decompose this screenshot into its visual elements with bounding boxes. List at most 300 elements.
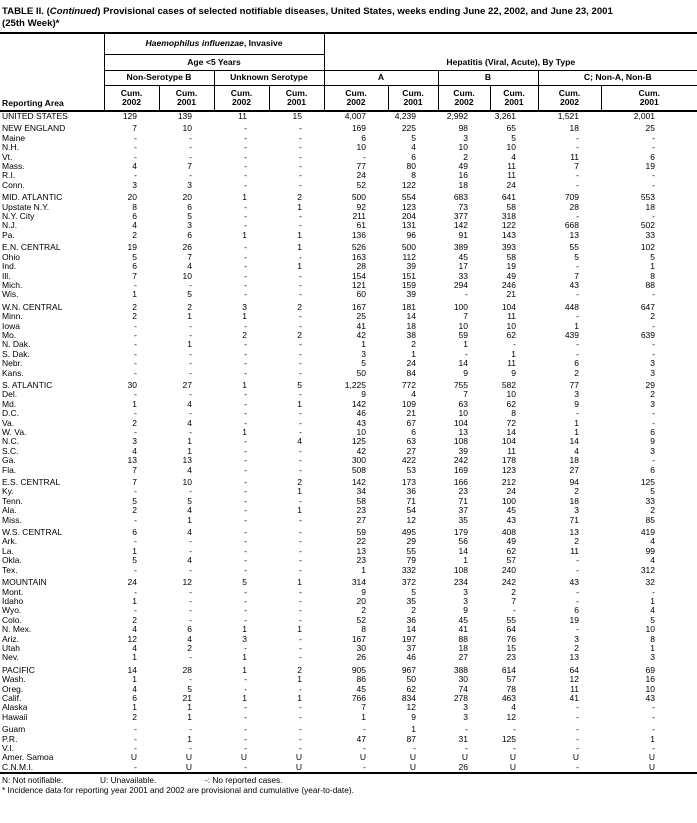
cell: 5 xyxy=(242,577,247,588)
table-body xyxy=(0,111,697,773)
cell: - xyxy=(244,270,247,281)
cell: 45 xyxy=(458,614,469,625)
cell: 2 xyxy=(650,389,656,400)
table-row xyxy=(0,437,697,446)
cell: 647 xyxy=(640,301,656,312)
cell: 4 xyxy=(132,624,137,635)
cell: 10 xyxy=(356,427,367,437)
cell: - xyxy=(652,417,656,428)
cell: - xyxy=(299,170,303,181)
table-row xyxy=(0,272,697,281)
cell: 84 xyxy=(406,367,417,378)
row-label: V.I. xyxy=(2,743,14,753)
cell: 1 xyxy=(361,711,367,722)
cell: 4 xyxy=(650,605,656,616)
cell: 16 xyxy=(458,170,469,181)
cell: 37 xyxy=(406,642,417,653)
cell: - xyxy=(134,586,137,597)
cell: - xyxy=(576,564,580,575)
table-row xyxy=(0,231,697,240)
cell: 8 xyxy=(650,633,656,644)
cell: - xyxy=(189,595,192,606)
cell: 6 xyxy=(132,261,137,272)
cell: - xyxy=(189,170,192,181)
cell: 500 xyxy=(401,242,417,253)
col-subgroup-non-serotype-b: Non-Serotype B xyxy=(104,71,214,86)
table-row xyxy=(0,369,697,378)
cell: - xyxy=(189,536,192,547)
cell: 129 xyxy=(122,111,137,121)
cell: 62 xyxy=(506,398,517,409)
cell: - xyxy=(189,358,192,369)
cell: 27 xyxy=(458,652,469,663)
cell: 41 xyxy=(569,692,580,703)
cell: - xyxy=(134,320,137,331)
row-label: UNITED STATES xyxy=(2,111,68,121)
cell: 20 xyxy=(127,192,137,203)
cell: 43 xyxy=(645,692,656,703)
cell: - xyxy=(244,674,247,685)
row-label: Kans. xyxy=(2,367,24,378)
row-label: Ga. xyxy=(2,455,16,466)
cell: - xyxy=(244,545,247,556)
cell: U xyxy=(185,752,192,763)
table-row xyxy=(0,381,697,390)
cell: 242 xyxy=(453,455,469,466)
cell: 495 xyxy=(401,527,417,538)
cell: - xyxy=(413,743,417,753)
cell: 13 xyxy=(182,455,192,466)
cell: - xyxy=(244,170,247,181)
cell: 14 xyxy=(406,624,417,635)
cell: 5 xyxy=(132,495,137,506)
table-row xyxy=(0,340,697,349)
cell: - xyxy=(244,505,247,516)
cell: - xyxy=(134,486,137,497)
cell: - xyxy=(244,220,247,231)
cell: - xyxy=(189,389,192,400)
cell: - xyxy=(576,339,580,350)
cell: 1 xyxy=(361,339,367,350)
cell: 2 xyxy=(574,367,580,378)
cell: 104 xyxy=(501,436,517,447)
cell: - xyxy=(652,132,656,143)
cell: 58 xyxy=(506,251,517,262)
cell: 1 xyxy=(297,486,303,497)
col-subgroup-age: Age <5 Years xyxy=(104,55,324,71)
cell: - xyxy=(299,417,303,428)
cell: 56 xyxy=(458,536,469,547)
cell: 19 xyxy=(506,261,517,272)
cell: 1 xyxy=(297,577,303,588)
cell: 2 xyxy=(297,329,303,340)
cell: 7 xyxy=(574,270,580,281)
cell: 2 xyxy=(187,642,192,653)
cell: 109 xyxy=(401,398,417,409)
cell: - xyxy=(189,743,192,753)
cell: 1 xyxy=(132,398,137,409)
cell: 22 xyxy=(356,536,367,547)
cell: 98 xyxy=(458,123,469,134)
cell: - xyxy=(576,211,580,222)
cell: - xyxy=(244,132,247,143)
title-week: (25th Week)* xyxy=(2,17,60,29)
row-label: Fla. xyxy=(2,464,17,475)
table-row xyxy=(0,516,697,525)
cell: - xyxy=(299,179,303,190)
footnote-not-notifiable: N: Not notifiable. xyxy=(2,775,64,786)
col-subgroup-unknown-serotype: Unknown Serotype xyxy=(214,71,324,86)
cell: 8 xyxy=(411,170,417,181)
cell: 668 xyxy=(564,220,580,231)
cell: 1 xyxy=(187,733,192,744)
cell: 4,239 xyxy=(394,111,417,121)
cell: 5 xyxy=(132,555,137,566)
cell: - xyxy=(104,763,159,773)
cell: 58 xyxy=(356,495,367,506)
row-label: E.N. CENTRAL xyxy=(2,242,61,253)
cell: - xyxy=(299,311,303,322)
cell: 65 xyxy=(506,123,517,134)
cell: - xyxy=(299,527,303,538)
cell: 2,001 xyxy=(633,111,656,121)
cell: - xyxy=(189,652,192,663)
table-row xyxy=(0,456,697,465)
cell: 10 xyxy=(458,142,469,153)
cell: - xyxy=(299,455,303,466)
table-row xyxy=(0,262,697,271)
cell: 18 xyxy=(569,455,580,466)
cell: 43 xyxy=(506,514,517,525)
table-row xyxy=(0,675,697,684)
cell: - xyxy=(134,348,137,359)
cell: 419 xyxy=(640,527,656,538)
cell: 4 xyxy=(187,261,192,272)
cell: 246 xyxy=(501,279,517,290)
cell: 63 xyxy=(458,398,469,409)
cell: 6 xyxy=(650,427,656,437)
cell: 13 xyxy=(569,527,580,538)
cell: 3 xyxy=(132,436,137,447)
cell: 59 xyxy=(458,329,469,340)
cell: - xyxy=(244,642,247,653)
cell: 2 xyxy=(650,311,656,322)
cell: 167 xyxy=(351,301,367,312)
cell: 4 xyxy=(132,642,137,653)
cell: - xyxy=(134,339,137,350)
cell: 1 xyxy=(187,436,192,447)
cell: 7 xyxy=(463,389,469,400)
row-label: Upstate N.Y. xyxy=(2,201,50,212)
cell: 5 xyxy=(187,289,192,300)
table-row xyxy=(0,616,697,625)
table-row xyxy=(0,635,697,644)
row-label: E.S. CENTRAL xyxy=(2,477,61,488)
cell: 10 xyxy=(182,477,192,488)
cell: 23 xyxy=(458,486,469,497)
cell: 463 xyxy=(501,692,517,703)
cell: - xyxy=(244,408,247,419)
cell: 5 xyxy=(187,683,192,694)
cell: - xyxy=(244,279,247,290)
cell: 11 xyxy=(507,358,517,369)
cell: 45 xyxy=(458,251,469,262)
cell: 102 xyxy=(640,242,656,253)
col-header-cum-2002-6: Cum. 2002 xyxy=(438,86,490,112)
cell: 55 xyxy=(569,242,580,253)
cell: 122 xyxy=(501,220,517,231)
cell: - xyxy=(363,151,367,162)
cell: - xyxy=(299,586,303,597)
cell: - xyxy=(299,358,303,369)
table-row xyxy=(0,597,697,606)
cell: 582 xyxy=(501,379,517,390)
cell: U xyxy=(648,752,656,763)
cell: 683 xyxy=(453,192,469,203)
cell: - xyxy=(189,279,192,290)
cell: 10 xyxy=(356,142,367,153)
table-row xyxy=(0,143,697,152)
cell: 59 xyxy=(356,527,367,538)
cell: - xyxy=(244,445,247,456)
cell: 12 xyxy=(506,711,517,722)
cell: 3 xyxy=(650,445,656,456)
cell: - xyxy=(299,605,303,616)
cell: 1 xyxy=(650,642,656,653)
cell: - xyxy=(576,261,580,272)
cell: U xyxy=(130,752,137,763)
haemophilus-rest: , Invasive xyxy=(243,38,283,49)
cell: 16 xyxy=(645,674,656,685)
cell: 4 xyxy=(187,633,192,644)
cell: - xyxy=(134,564,137,575)
table-row xyxy=(0,171,697,180)
cell: 77 xyxy=(356,161,367,172)
cell: 1 xyxy=(242,379,247,390)
cell: - xyxy=(652,408,656,419)
cell: 24 xyxy=(506,486,517,497)
cell: - xyxy=(244,683,247,694)
row-label: Ky. xyxy=(2,486,14,497)
cell: - xyxy=(189,486,192,497)
cell: 5 xyxy=(511,132,517,143)
table-row xyxy=(0,162,697,171)
cell: 6 xyxy=(650,151,656,162)
cell: 2 xyxy=(132,301,137,312)
cell: 23 xyxy=(506,652,517,663)
cell: 125 xyxy=(351,436,367,447)
cell: 2 xyxy=(463,151,469,162)
cell: 2 xyxy=(132,311,137,322)
cell: 27 xyxy=(406,445,417,456)
table-row xyxy=(0,203,697,212)
cell: 4,007 xyxy=(344,111,367,121)
cell: 13 xyxy=(127,455,137,466)
cell: - xyxy=(134,514,137,525)
haemophilus-italic: Haemophilus influenzae xyxy=(145,38,244,49)
cell: 9 xyxy=(463,367,469,378)
cell: 3 xyxy=(650,367,656,378)
cell: 18 xyxy=(569,495,580,506)
cell: 173 xyxy=(401,477,417,488)
cell: - xyxy=(134,279,137,290)
cell: 58 xyxy=(506,201,517,212)
cell: 20 xyxy=(356,595,367,606)
cell: U xyxy=(509,752,517,763)
cell: 57 xyxy=(506,555,517,566)
cell: - xyxy=(465,743,469,753)
cell: 42 xyxy=(356,329,367,340)
table-row xyxy=(0,193,697,202)
cell: - xyxy=(576,743,580,753)
cell: - xyxy=(244,436,247,447)
cell: 24 xyxy=(127,577,137,588)
cell: 30 xyxy=(127,379,137,390)
cell: 78 xyxy=(506,683,517,694)
cell: 77 xyxy=(569,379,580,390)
cell: 14 xyxy=(506,427,517,437)
row-label: Vt. xyxy=(2,151,13,162)
cell: 142 xyxy=(351,477,367,488)
row-label: Alaska xyxy=(2,702,28,713)
cell: U xyxy=(295,752,303,763)
cell: 4 xyxy=(574,445,580,456)
cell: 4 xyxy=(187,417,192,428)
table-row xyxy=(0,111,697,121)
cell: - xyxy=(189,320,192,331)
cell: 39 xyxy=(406,261,417,272)
row-label: Tex. xyxy=(2,564,18,575)
cell: - xyxy=(576,179,580,190)
table-row xyxy=(0,428,697,437)
cell: - xyxy=(244,142,247,153)
row-label: W.S. CENTRAL xyxy=(2,527,62,538)
cell: - xyxy=(576,595,580,606)
row-label: MOUNTAIN xyxy=(2,577,47,588)
cell: - xyxy=(299,633,303,644)
cell: 1 xyxy=(242,229,247,240)
cell: - xyxy=(244,614,247,625)
cell: 28 xyxy=(356,261,367,272)
cell: - xyxy=(244,702,247,713)
cell: U xyxy=(490,763,538,773)
cell: 1 xyxy=(297,242,303,253)
table-row xyxy=(0,497,697,506)
cell: 35 xyxy=(458,514,469,525)
cell: - xyxy=(324,763,388,773)
cell: 2 xyxy=(297,301,303,312)
cell: 502 xyxy=(640,220,656,231)
cell: 2 xyxy=(132,417,137,428)
cell: 62 xyxy=(506,545,517,556)
cell: 240 xyxy=(501,564,517,575)
title-prefix: TABLE II. ( xyxy=(2,6,50,17)
cell: 242 xyxy=(501,577,517,588)
table-row xyxy=(0,703,697,712)
row-label: N.Y. City xyxy=(2,211,35,222)
cell: 96 xyxy=(406,229,417,240)
cell: 108 xyxy=(453,564,469,575)
table-row xyxy=(0,644,697,653)
cell: - xyxy=(652,586,656,597)
cell: 55 xyxy=(506,614,517,625)
cell: 108 xyxy=(453,436,469,447)
cell: - xyxy=(134,329,137,340)
cell: 1 xyxy=(187,711,192,722)
row-label: Ariz. xyxy=(2,633,19,644)
cell: 4 xyxy=(650,555,656,566)
table-row xyxy=(0,725,697,734)
cell: 7 xyxy=(132,270,137,281)
cell: 772 xyxy=(401,379,417,390)
cell: - xyxy=(299,220,303,231)
cell: - xyxy=(513,724,517,735)
cell: 294 xyxy=(453,279,469,290)
row-label: Mass. xyxy=(2,161,25,172)
row-label: Va. xyxy=(2,417,15,428)
cell: - xyxy=(244,179,247,190)
cell: 12 xyxy=(406,702,417,713)
row-label: Miss. xyxy=(2,514,22,525)
col-subgroup-hep-b: B xyxy=(438,71,538,86)
cell: 10 xyxy=(458,408,469,419)
cell: 37 xyxy=(458,505,469,516)
cell: - xyxy=(134,427,137,437)
row-label: Idaho xyxy=(2,595,24,606)
cell: 211 xyxy=(352,211,367,222)
table-row xyxy=(0,409,697,418)
cell: U xyxy=(159,763,214,773)
cell: 69 xyxy=(645,664,656,675)
col-group-haemophilus xyxy=(104,33,324,55)
cell: - xyxy=(244,398,247,409)
cell: 4 xyxy=(511,151,517,162)
cell: 314 xyxy=(351,577,367,588)
cell: 49 xyxy=(506,270,517,281)
table-row xyxy=(0,566,697,575)
cell: - xyxy=(134,367,137,378)
cell: 3 xyxy=(650,398,656,409)
cell: - xyxy=(299,464,303,475)
table-row xyxy=(0,537,697,546)
cell: 139 xyxy=(177,111,192,121)
cell: 11 xyxy=(507,445,517,456)
row-label: La. xyxy=(2,545,14,556)
cell: 142 xyxy=(351,398,367,409)
cell: 31 xyxy=(458,733,469,744)
row-label: MID. ATLANTIC xyxy=(2,192,63,203)
cell: 67 xyxy=(406,417,417,428)
cell: - xyxy=(299,151,303,162)
cell: 26 xyxy=(356,652,367,663)
cell: 61 xyxy=(356,220,367,231)
cell: 12 xyxy=(406,514,417,525)
cell: 39 xyxy=(406,289,417,300)
cell: - xyxy=(299,320,303,331)
cell: 905 xyxy=(351,664,367,675)
cell: 6 xyxy=(411,427,417,437)
cell: 4 xyxy=(132,683,137,694)
cell: 43 xyxy=(569,279,580,290)
col-header-cum-2001-1: Cum. 2001 xyxy=(159,86,214,112)
cell: 1 xyxy=(297,398,303,409)
row-label: Nev. xyxy=(2,652,19,663)
cell: - xyxy=(576,733,580,744)
cell: 3 xyxy=(463,132,469,143)
cell: 1 xyxy=(297,624,303,635)
cell: 204 xyxy=(401,211,417,222)
cum-header-row xyxy=(0,86,697,112)
